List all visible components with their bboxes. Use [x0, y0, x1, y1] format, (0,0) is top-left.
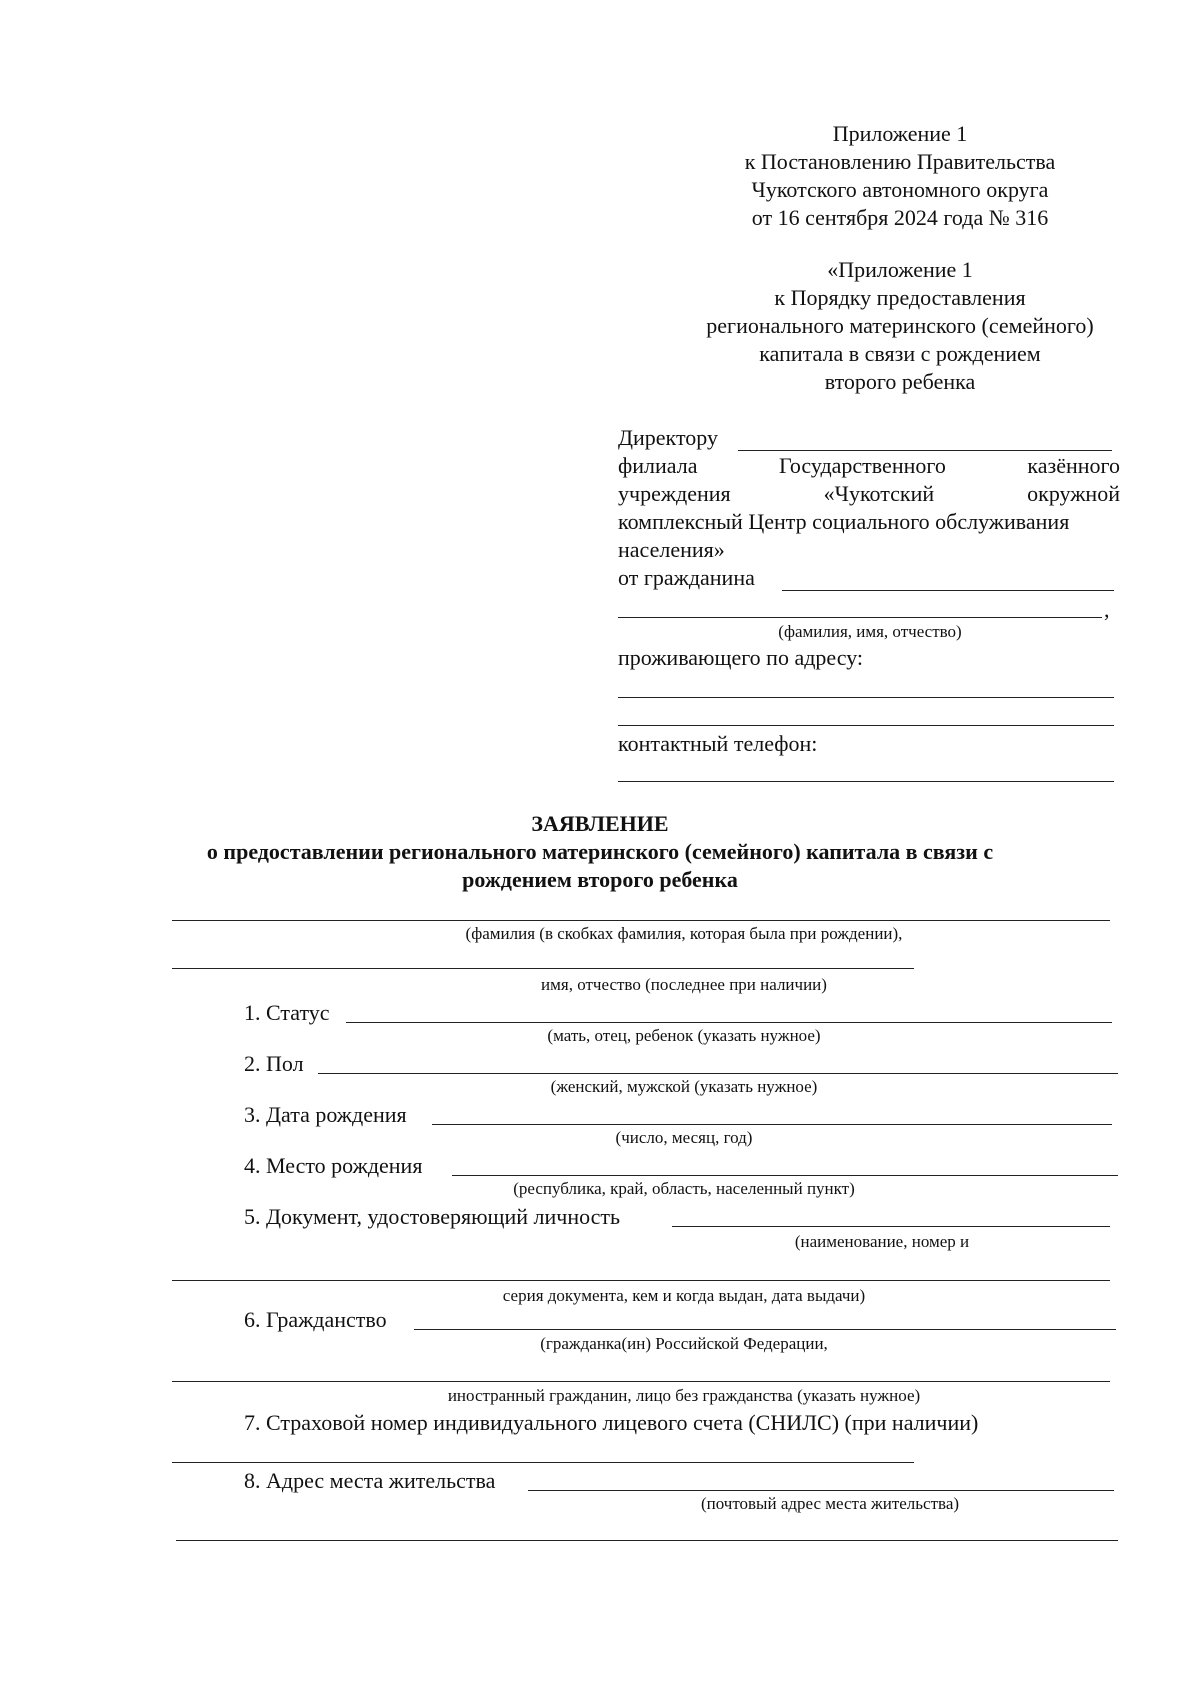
addressee-word: казённого: [1027, 453, 1120, 478]
status-hint: (мать, отец, ребенок (указать нужное): [547, 1026, 821, 1045]
residence-address-field-1[interactable]: [528, 1490, 1114, 1491]
annex-line: к Постановлению Правительства: [744, 149, 1056, 174]
inner-annex-header: [650, 256, 1150, 396]
citizen-name-field-2[interactable]: [618, 617, 1102, 618]
citizenship-label: 6. Гражданство: [244, 1307, 387, 1332]
citizenship-field-1[interactable]: [414, 1329, 1116, 1330]
pob-field[interactable]: [452, 1175, 1118, 1176]
sex-hint: (женский, мужской (указать нужное): [550, 1077, 818, 1096]
doc-field-2[interactable]: [172, 1280, 1110, 1281]
addressee-word: филиала: [618, 453, 698, 478]
director-label: Директору: [618, 425, 718, 450]
fio-hint: (фамилия, имя, отчество): [778, 622, 962, 641]
residing-label: проживающего по адресу:: [618, 645, 864, 670]
doc-label: 5. Документ, удостоверяющий личность: [244, 1204, 621, 1229]
inner-annex-line: второго ребенка: [824, 369, 976, 394]
surname-field[interactable]: [172, 920, 1110, 921]
doc-hint-1: (наименование, номер и: [794, 1232, 970, 1251]
addressee-word: окружной: [1027, 481, 1120, 506]
statement-subtitle-1: о предоставлении регионального материнского (семейного) капитала в связи с: [206, 839, 994, 864]
citizenship-field-2[interactable]: [172, 1381, 1110, 1382]
from-citizen-label: от гражданина: [618, 565, 755, 590]
comma: ,: [1104, 597, 1110, 622]
annex-line: от 16 сентября 2024 года № 316: [751, 205, 1049, 230]
annex-header: [700, 120, 1100, 232]
inner-annex-line: капитала в связи с рождением: [759, 341, 1041, 366]
inner-annex-line: «Приложение 1: [827, 257, 973, 282]
name-hint: имя, отчество (последнее при наличии): [541, 975, 827, 994]
sex-field[interactable]: [318, 1073, 1118, 1074]
addressee-word: учреждения: [618, 481, 731, 506]
statement-title: ЗАЯВЛЕНИЕ: [531, 811, 669, 836]
name-field[interactable]: [172, 968, 914, 969]
citizenship-hint-2: иностранный гражданин, лицо без гражданства (указать нужное): [447, 1386, 921, 1405]
doc-hint-2: серия документа, кем и когда выдан, дата выдачи): [502, 1286, 866, 1305]
snils-label: 7. Страховой номер индивидуального лицевого счета (СНИЛС) (при наличии): [244, 1410, 979, 1435]
citizenship-hint-1: (гражданка(ин) Российской Федерации,: [540, 1334, 828, 1353]
annex-line: Чукотского автономного округа: [751, 177, 1049, 202]
address-field-2[interactable]: [618, 725, 1114, 726]
pob-hint: (республика, край, область, населенный пункт): [513, 1179, 855, 1198]
pob-label: 4. Место рождения: [244, 1153, 423, 1178]
snils-field[interactable]: [172, 1462, 914, 1463]
addressee-word: «Чукотский: [823, 481, 935, 506]
phone-field[interactable]: [618, 781, 1114, 782]
dob-label: 3. Дата рождения: [244, 1102, 407, 1127]
status-label: 1. Статус: [244, 1000, 330, 1025]
status-field[interactable]: [346, 1022, 1112, 1023]
sex-label: 2. Пол: [244, 1051, 304, 1076]
director-name-field[interactable]: [738, 450, 1112, 451]
statement-subtitle-2: рождением второго ребенка: [462, 867, 738, 892]
dob-field[interactable]: [432, 1124, 1112, 1125]
addressee-row-4: комплексный Центр социального обслуживания: [618, 509, 1070, 534]
dob-hint: (число, месяц, год): [615, 1128, 753, 1147]
address-field-1[interactable]: [618, 697, 1114, 698]
addressee-word: Государственного: [779, 453, 946, 478]
inner-annex-line: к Порядку предоставления: [774, 285, 1026, 310]
address-hint: (почтовый адрес места жительства): [700, 1494, 960, 1513]
surname-hint: (фамилия (в скобках фамилия, которая была при рождении),: [465, 924, 903, 943]
residence-address-field-2[interactable]: [176, 1540, 1118, 1541]
annex-line: Приложение 1: [832, 121, 968, 146]
addressee-row-5: населения»: [618, 537, 725, 562]
addressee-row-3: [618, 480, 1120, 508]
inner-annex-line: регионального материнского (семейного): [706, 313, 1094, 338]
address-label: 8. Адрес места жительства: [244, 1468, 496, 1493]
citizen-name-field-1[interactable]: [782, 590, 1114, 591]
phone-label: контактный телефон:: [618, 731, 818, 756]
doc-field-1[interactable]: [672, 1226, 1110, 1227]
addressee-row-2: [618, 452, 1120, 480]
